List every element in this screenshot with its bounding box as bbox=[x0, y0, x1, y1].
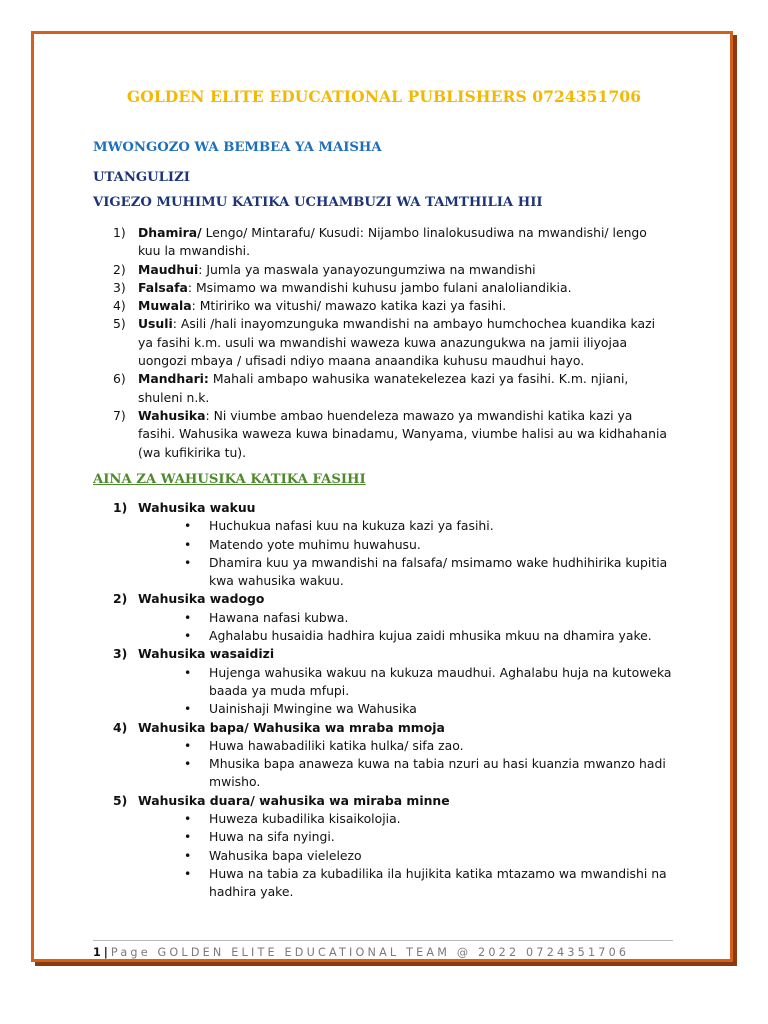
criteria-item bbox=[113, 370, 673, 407]
page-number: 1 bbox=[93, 946, 101, 959]
bullet-item: • Mhusika bapa anaweza kuwa na tabia nzuri au hasi kuanzia mwanzo hadi mwisho. bbox=[184, 755, 673, 792]
type-bullets bbox=[138, 737, 673, 792]
bullet-item: • Wahusika bapa vielelezo bbox=[184, 847, 673, 865]
criteria-term: Muwala bbox=[138, 298, 192, 314]
criteria-text: Lengo/ Mintarafu/ Kusudi: Nijambo linalokusudiwa na mwandishi/ lengo kuu la mwandishi. bbox=[138, 225, 647, 259]
type-title: Wahusika wasaidizi bbox=[138, 646, 275, 662]
type-item bbox=[113, 792, 673, 902]
bullet-item: • Huwa na tabia za kubadilika ila hujikita katika mtazamo wa mwandishi na hadhira yake. bbox=[184, 865, 673, 902]
criteria-text: : Msimamo wa mwandishi kuhusu jambo fulani analoliandikia. bbox=[187, 279, 572, 295]
bullet-item: • Hawana nafasi kubwa. bbox=[184, 609, 673, 627]
type-item bbox=[113, 499, 673, 590]
page-footer bbox=[93, 946, 629, 959]
guide-title: MWONGOZO WA BEMBEA YA MAISHA bbox=[93, 140, 382, 155]
criteria-text: : Ni viumbe ambao huendeleza mawazo ya mwandishi katika kazi ya fasihi. Wahusika waweza kuwa binadamu, Wanyama, viumbe halisi au wa kidhahania (wa kufikirika tu). bbox=[138, 407, 667, 460]
criteria-item bbox=[113, 297, 673, 315]
criteria-item bbox=[113, 407, 673, 462]
type-bullets bbox=[138, 517, 673, 590]
intro-heading: UTANGULIZI bbox=[93, 170, 190, 185]
item-number: 3) bbox=[113, 279, 126, 295]
type-title: Wahusika wadogo bbox=[138, 591, 265, 607]
type-title: Wahusika bapa/ Wahusika wa mraba mmoja bbox=[138, 719, 445, 735]
footer-divider bbox=[93, 940, 673, 941]
criteria-heading: VIGEZO MUHIMU KATIKA UCHAMBUZI WA TAMTHILIA HII bbox=[93, 195, 543, 210]
item-number: 1) bbox=[113, 225, 126, 240]
bullet-item: • Huwa hawabadiliki katika hulka/ sifa zao. bbox=[184, 737, 673, 755]
type-item bbox=[113, 645, 673, 718]
footer-separator: | bbox=[103, 946, 108, 959]
item-number: 6) bbox=[113, 371, 126, 387]
bullet-item: • Hujenga wahusika wakuu na kukuza maudhui. Aghalabu huja na kutoweka baada ya muda mfupi. bbox=[184, 664, 673, 701]
type-bullets bbox=[138, 810, 673, 901]
criteria-term: Wahusika bbox=[138, 407, 206, 423]
item-number: 2) bbox=[113, 261, 126, 277]
item-number: 1) bbox=[113, 500, 128, 515]
bullet-item: • Aghalabu husaidia hadhira kujua zaidi mhusika mkuu na dhamira yake. bbox=[184, 627, 673, 645]
item-number: 4) bbox=[113, 719, 128, 735]
bullet-item: • Matendo yote muhimu huwahusu. bbox=[184, 536, 673, 554]
item-number: 2) bbox=[113, 591, 128, 607]
criteria-item bbox=[113, 224, 673, 261]
criteria-list bbox=[113, 224, 673, 462]
item-number: 3) bbox=[113, 646, 128, 662]
criteria-text: : Jumla ya maswala yanayozungumziwa na mwandishi bbox=[198, 261, 536, 277]
type-bullets bbox=[138, 609, 673, 646]
criteria-term: Falsafa bbox=[138, 279, 188, 295]
criteria-item bbox=[113, 279, 673, 297]
item-number: 5) bbox=[113, 792, 128, 808]
type-item bbox=[113, 719, 673, 792]
bullet-item: • Uainishaji Mwingine wa Wahusika bbox=[184, 700, 673, 718]
criteria-term: Dhamira/ bbox=[138, 225, 202, 240]
bullet-item: • Huwa na sifa nyingi. bbox=[184, 828, 673, 846]
criteria-term: Usuli bbox=[138, 316, 173, 332]
type-title: Wahusika duara/ wahusika wa miraba minne bbox=[138, 792, 450, 808]
bullet-item: • Huweza kubadilika kisaikolojia. bbox=[184, 810, 673, 828]
publisher-header: GOLDEN ELITE EDUCATIONAL PUBLISHERS 0724351706 bbox=[126, 87, 642, 106]
character-types-list bbox=[113, 499, 673, 902]
bullet-item: • Huchukua nafasi kuu na kukuza kazi ya fasihi. bbox=[184, 517, 673, 535]
criteria-text: : Mtiririko wa vitushi/ mawazo katika kazi ya fasihi. bbox=[191, 298, 507, 314]
type-title: Wahusika wakuu bbox=[138, 500, 256, 515]
criteria-term: Mandhari: bbox=[138, 371, 209, 387]
criteria-term: Maudhui bbox=[138, 261, 199, 277]
item-number: 7) bbox=[113, 407, 126, 423]
footer-text: Page GOLDEN ELITE EDUCATIONAL TEAM @ 2022 0724351706 bbox=[110, 946, 630, 959]
item-number: 4) bbox=[113, 298, 126, 314]
item-number: 5) bbox=[113, 316, 126, 332]
criteria-text: Mahali ambapo wahusika wanatekelezea kazi ya fasihi. K.m. njiani, shuleni n.k. bbox=[138, 371, 629, 405]
type-item bbox=[113, 590, 673, 645]
bullet-item: • Dhamira kuu ya mwandishi na falsafa/ msimamo wake hudhihirika kupitia kwa wahusika wakuu. bbox=[184, 554, 673, 591]
type-bullets bbox=[138, 664, 673, 719]
criteria-text: : Asili /hali inayomzunguka mwandishi na ambayo humchochea kuandika kazi ya fasihi k.m. usuli wa mwandishi waweza kuwa anazungukwa na jamii iliyojaa uongozi mbaya / ufisadi ndiyo maana anaandika kuhusu maudhui hayo. bbox=[138, 316, 656, 369]
criteria-item bbox=[113, 261, 673, 279]
criteria-item bbox=[113, 315, 673, 370]
character-types-heading: AINA ZA WAHUSIKA KATIKA FASIHI bbox=[93, 472, 366, 487]
